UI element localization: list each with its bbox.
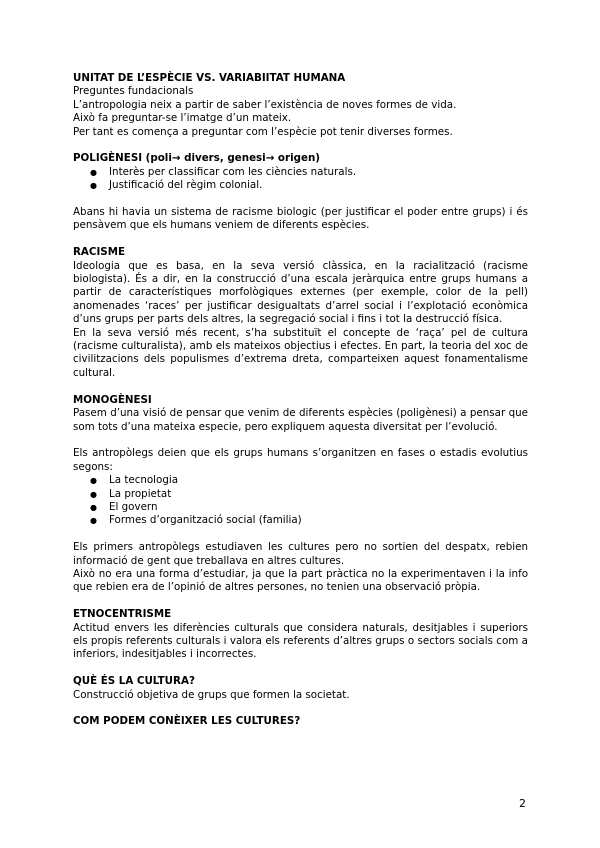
page-number: 2: [519, 797, 526, 810]
etnocentrisme-paragraph: Actitud envers les diferències culturals que considera naturals, desitjables i superiors els propis referents culturals i valora els referents d’altres grups o sectors socials com a inferiors, indesitjables i incorrectes.: [73, 621, 528, 661]
list-item: ● El govern: [90, 500, 158, 513]
document-title: UNITAT DE L’ESPÈCIE VS. VARIABIITAT HUMANA: [73, 72, 346, 84]
spacer: [73, 139, 528, 152]
section-heading-cultura: QUÈ ÉS LA CULTURA?: [73, 675, 195, 688]
list-item: ● Formes d’organització social (familia): [90, 514, 302, 527]
spacer: [73, 528, 528, 541]
list-item: ● La tecnologia: [90, 474, 179, 487]
section-heading-etnocentrisme: ETNOCENTRISME: [73, 608, 172, 621]
spacer: [73, 193, 528, 206]
document-body: [73, 72, 528, 729]
section-heading-poligenesi: POLIGÈNESI (poli→ divers, genesi→ origen): [73, 152, 320, 165]
section-heading-racisme: RACISME: [73, 246, 125, 259]
spacer: [73, 702, 528, 715]
monogenesi-paragraph: Això no era una forma d’estudiar, ja que la part pràctica no la experimentaven i la info que rebien era de l’opinió de altres persones, no tenien una observació pròpia.: [73, 567, 528, 594]
cultura-paragraph: Construcció objetiva de grups que formen la societat.: [73, 688, 350, 701]
section-heading-coneixer: COM PODEM CONÈIXER LES CULTURES?: [73, 715, 301, 728]
spacer: [73, 434, 528, 447]
poligenesi-bullet-list: [73, 166, 528, 193]
list-item: ● La propietat: [90, 487, 172, 500]
racisme-paragraph: Ideologia que es basa, en la seva versió clàssica, en la racialització (racisme biologista). És a dir, en la construcció d’una escala jeràrquica entre grups humans a partir de característiques morfològiques externes (per exemple, color de la pell) anomenades ‘races’ per justificar desigualtats d’arrel social i l’explotació econòmica d’uns grups per parts dels altres, la segregació social i fins i tot la destrucció física.: [73, 259, 528, 326]
bullet-icon: ●: [90, 167, 97, 177]
spacer: [73, 595, 528, 608]
monogenesi-bullet-list: [73, 474, 528, 528]
list-item: ● Interès per classificar com les ciències naturals.: [90, 165, 357, 178]
intro-line: Per tant es comença a preguntar com l’espècie pot tenir diverses formes.: [73, 125, 453, 138]
bullet-icon: ●: [90, 502, 97, 512]
monogenesi-paragraph: Pasem d’una visió de pensar que venim de diferents espècies (poligènesi) a pensar que som tots d’una mateixa especie, pero expliquem aquesta diversitat per l’evolució.: [73, 407, 528, 433]
section-heading-monogenesi: MONOGÈNESI: [73, 393, 152, 406]
spacer: [73, 380, 528, 393]
intro-line: L’antropologia neix a partir de saber l’existència de noves formes de vida.: [73, 98, 457, 111]
intro-line: Això fa preguntar-se l’imatge d’un mateix.: [73, 112, 292, 125]
bullet-icon: ●: [90, 476, 97, 486]
list-item: ● Justificació del règim colonial.: [90, 179, 263, 192]
racisme-paragraph: En la seva versió més recent, s’ha substituït el concepte de ‘raça’ pel de cultura (racisme culturalista), amb els mateixos objectius i efectes. En part, la teoria del xoc de civilitzacions dels populismes d’extrema dreta, comparteixen aquest fonamentalisme cultural.: [73, 326, 528, 379]
monogenesi-paragraph: Els primers antropòlegs estudiaven les cultures pero no sortien del despatx, rebien informació de gent que treballava en altres cultures.: [73, 541, 528, 567]
spacer: [73, 233, 528, 246]
bullet-icon: ●: [90, 489, 97, 499]
spacer: [73, 662, 528, 675]
poligenesi-paragraph: Abans hi havia un sistema de racisme biologic (per justificar el poder entre grups) i és pensàvem que els humans veniem de diferents espècies.: [73, 206, 528, 232]
intro-line: Preguntes fundacionals: [73, 85, 194, 98]
bullet-icon: ●: [90, 181, 97, 191]
monogenesi-paragraph: Els antropòlegs deien que els grups humans s’organitzen en fases o estadis evolutius segons:: [73, 447, 528, 473]
bullet-icon: ●: [90, 516, 97, 526]
